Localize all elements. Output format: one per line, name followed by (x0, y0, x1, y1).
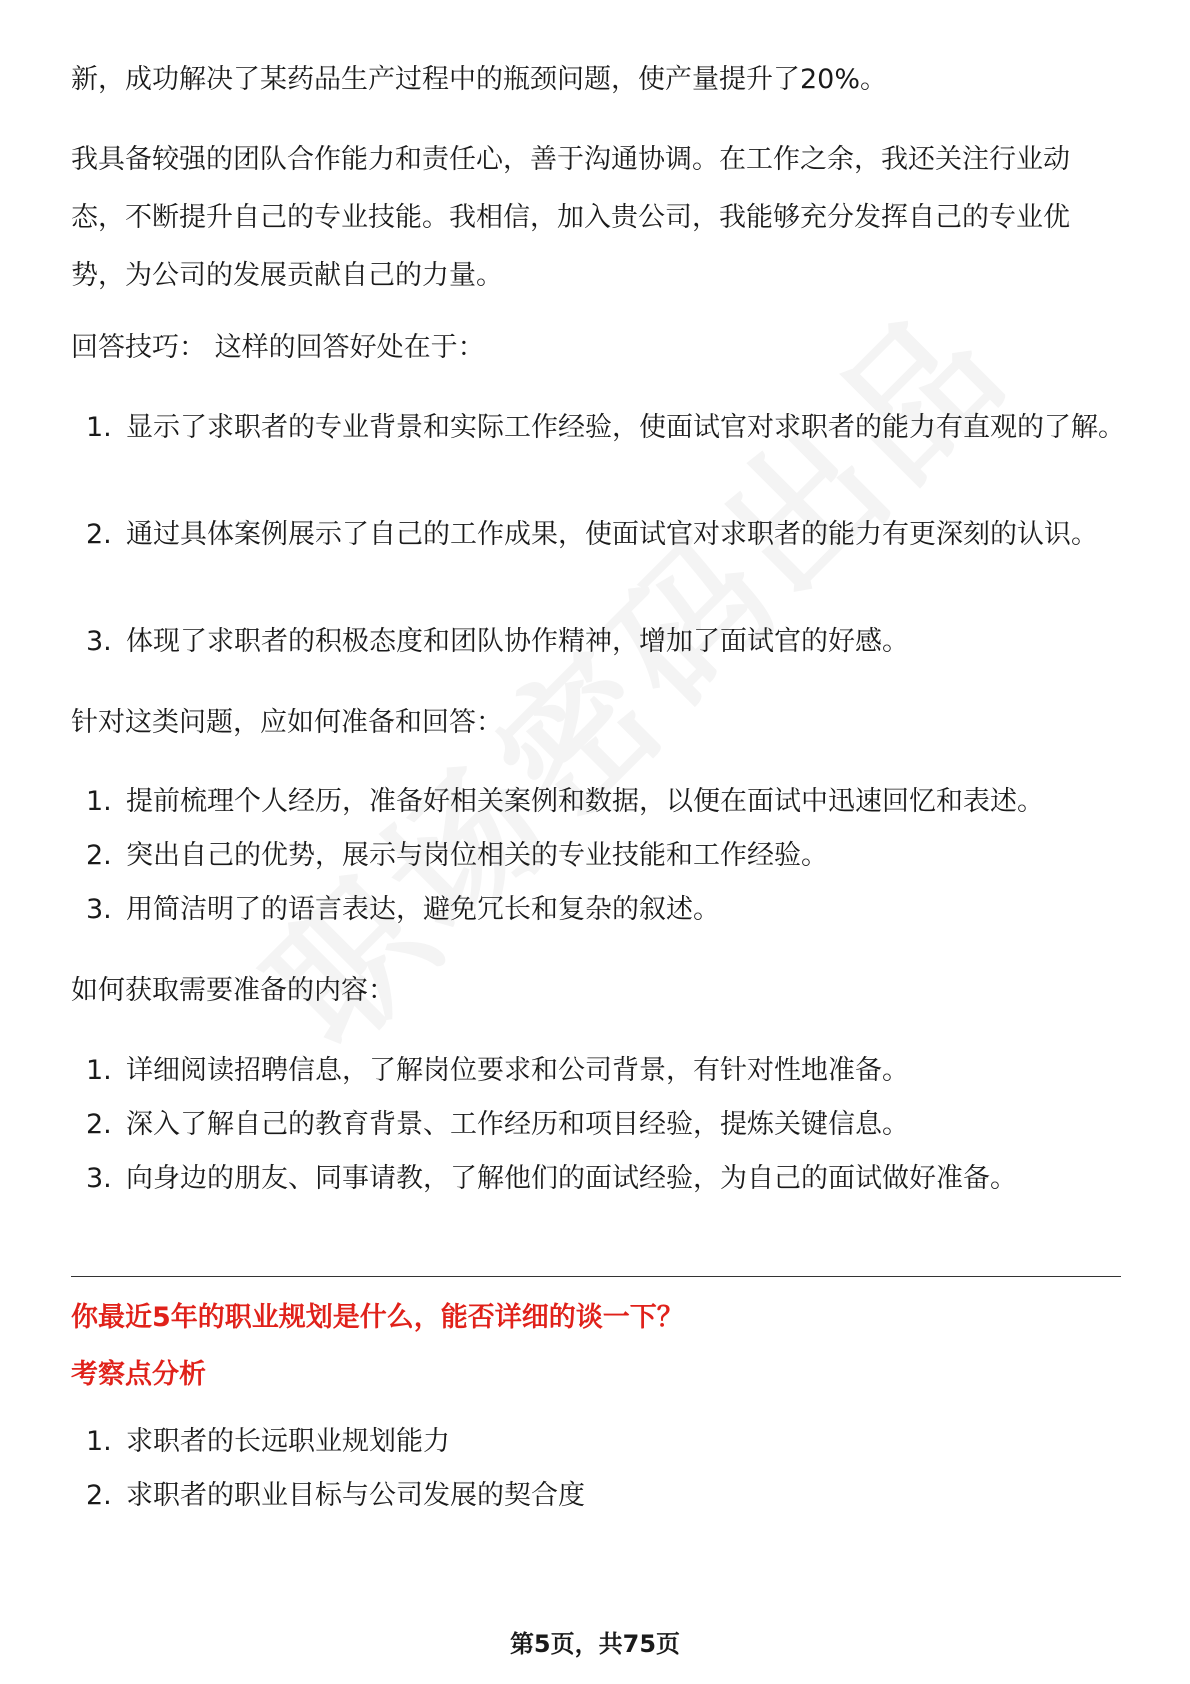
list-item (86, 506, 1126, 564)
list-item (86, 1150, 1126, 1208)
page-number: 第5页，共75页 (509, 1630, 681, 1658)
content-intro: 如何获取需要准备的内容： (71, 975, 395, 1006)
list-text: 显示了求职者的专业背景和实际工作经验，使面试官对求职者的能力有直观的了解。 (126, 412, 1125, 443)
list-number: 1. (86, 1426, 112, 1457)
paragraph-skills: 我具备较强的团队合作能力和责任心，善于沟通协调。在工作之余，我还关注行业动态，不断提升自己的专业技能。我相信，加入贵公司，我能够充分发挥自己的专业优势，为公司的发展贡献自己的力量。 (71, 144, 1070, 291)
list-number: 3. (86, 1163, 112, 1194)
list-item (86, 827, 1126, 885)
list-text: 突出自己的优势，展示与岗位相关的专业技能和工作经验。 (126, 840, 828, 871)
list-text: 求职者的职业目标与公司发展的契合度 (126, 1480, 585, 1511)
section-divider (71, 1276, 1121, 1277)
list-number: 2. (86, 519, 112, 550)
list-number: 3. (86, 626, 112, 657)
list-item (86, 1096, 1126, 1154)
analysis-heading: 考察点分析 (71, 1359, 206, 1390)
list-text: 体现了求职者的积极态度和团队协作精神，增加了面试官的好感。 (126, 626, 909, 657)
list-text: 求职者的长远职业规划能力 (126, 1426, 450, 1457)
list-item (86, 881, 1126, 939)
paragraph-continuation: 新，成功解决了某药品生产过程中的瓶颈问题，使产量提升了20%。 (71, 64, 888, 95)
list-text: 提前梳理个人经历，准备好相关案例和数据，以便在面试中迅速回忆和表述。 (126, 786, 1044, 817)
list-text: 用简洁明了的语言表达，避免冗长和复杂的叙述。 (126, 894, 720, 925)
list-number: 2. (86, 840, 112, 871)
list-item (86, 399, 1126, 457)
list-item (86, 1467, 1126, 1525)
list-text: 详细阅读招聘信息，了解岗位要求和公司背景，有针对性地准备。 (126, 1055, 909, 1086)
list-text: 深入了解自己的教育背景、工作经历和项目经验，提炼关键信息。 (126, 1109, 909, 1140)
question-title: 你最近5年的职业规划是什么，能否详细的谈一下？ (71, 1302, 684, 1333)
list-number: 2. (86, 1109, 112, 1140)
list-number: 1. (86, 786, 112, 817)
list-text: 通过具体案例展示了自己的工作成果，使面试官对求职者的能力有更深刻的认识。 (126, 519, 1098, 550)
list-item (86, 1042, 1126, 1100)
list-number: 1. (86, 412, 112, 443)
list-text: 向身边的朋友、同事请教，了解他们的面试经验，为自己的面试做好准备。 (126, 1163, 1017, 1194)
tips-intro: 回答技巧： 这样的回答好处在于： (71, 332, 485, 363)
list-number: 1. (86, 1055, 112, 1086)
list-item (86, 773, 1126, 831)
list-number: 3. (86, 894, 112, 925)
prep-intro: 针对这类问题，应如何准备和回答： (71, 707, 503, 738)
list-item (86, 613, 1126, 671)
list-number: 2. (86, 1480, 112, 1511)
list-item (86, 1413, 1126, 1471)
